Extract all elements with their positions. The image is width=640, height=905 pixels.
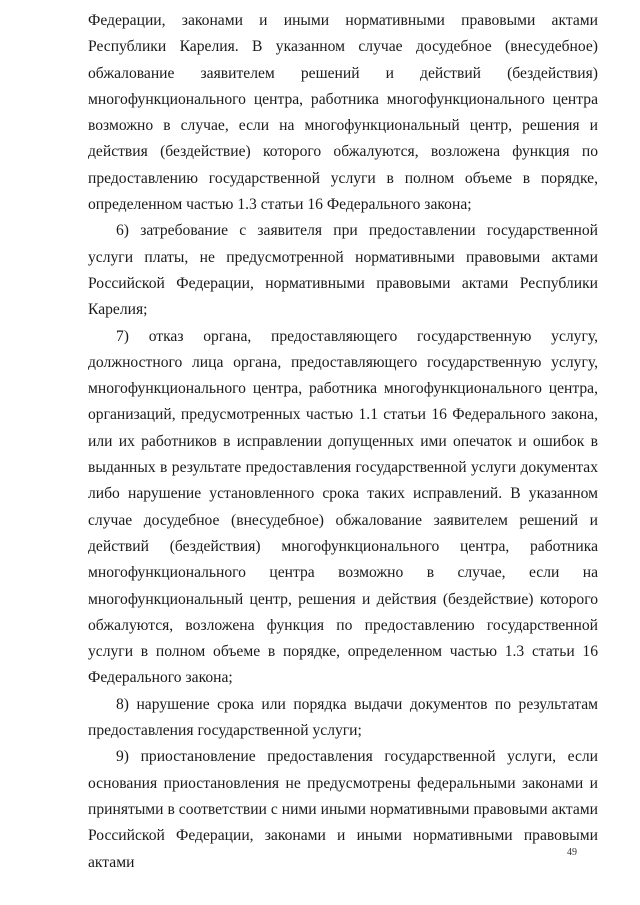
paragraph-item-6: 6) затребование с заявителя при предоставлении государственной услуги платы, не предусмотренной нормативными правовыми актами Российской Федерации, нормативными правовыми актами Республики Карелия; (88, 222, 598, 319)
paragraph-item-7: 7) отказ органа, предоставляющего государственную услугу, должностного лица органа, предоставляющего государственную услугу, многофункционального центра, работника многофункционального центра, организаций, предусмотренных частью 1.1 статьи 16 Федерального закона, или их работников в исправлении допущенных ими опечаток и ошибок в выданных в результате предоставления государственной услуги документах либо нарушение установленного срока таких исправлений. В указанном случае досудебное (внесудебное) обжалование заявителем решений и действий (бездействия) многофункционального центра, работника многофункционального центра возможно в случае, если на многофункциональный центр, решения и действия (бездействие) которого обжалуются, возложена функция по предоставлению государственной услуги в полном объеме в порядке, определенном частью 1.3 статьи 16 Федерального закона; (88, 327, 598, 687)
page-number: 49 (567, 847, 577, 858)
document-body (88, 8, 598, 876)
paragraph-continuation: Федерации, законами и иными нормативными правовыми актами Республики Карелия. В указанном случае досудебное (внесудебное) обжалование заявителем решений и действий (бездействия) многофункционального центра, работника многофункционального центра возможно в случае, если на многофункциональный центр, решения и действия (бездействие) которого обжалуются, возложена функция по предоставлению государственной услуги в полном объеме в порядке, определенном частью 1.3 статьи 16 Федерального закона; (88, 12, 598, 214)
paragraph-item-8: 8) нарушение срока или порядка выдачи документов по результатам предоставления государственной услуги; (88, 695, 598, 740)
paragraph-item-9: 9) приостановление предоставления государственной услуги, если основания приостановления не предусмотрены федеральными законами и принятыми в соответствии с ними иными нормативными правовыми актами Российской Федерации, законами и иными нормативными правовыми актами (88, 748, 598, 871)
